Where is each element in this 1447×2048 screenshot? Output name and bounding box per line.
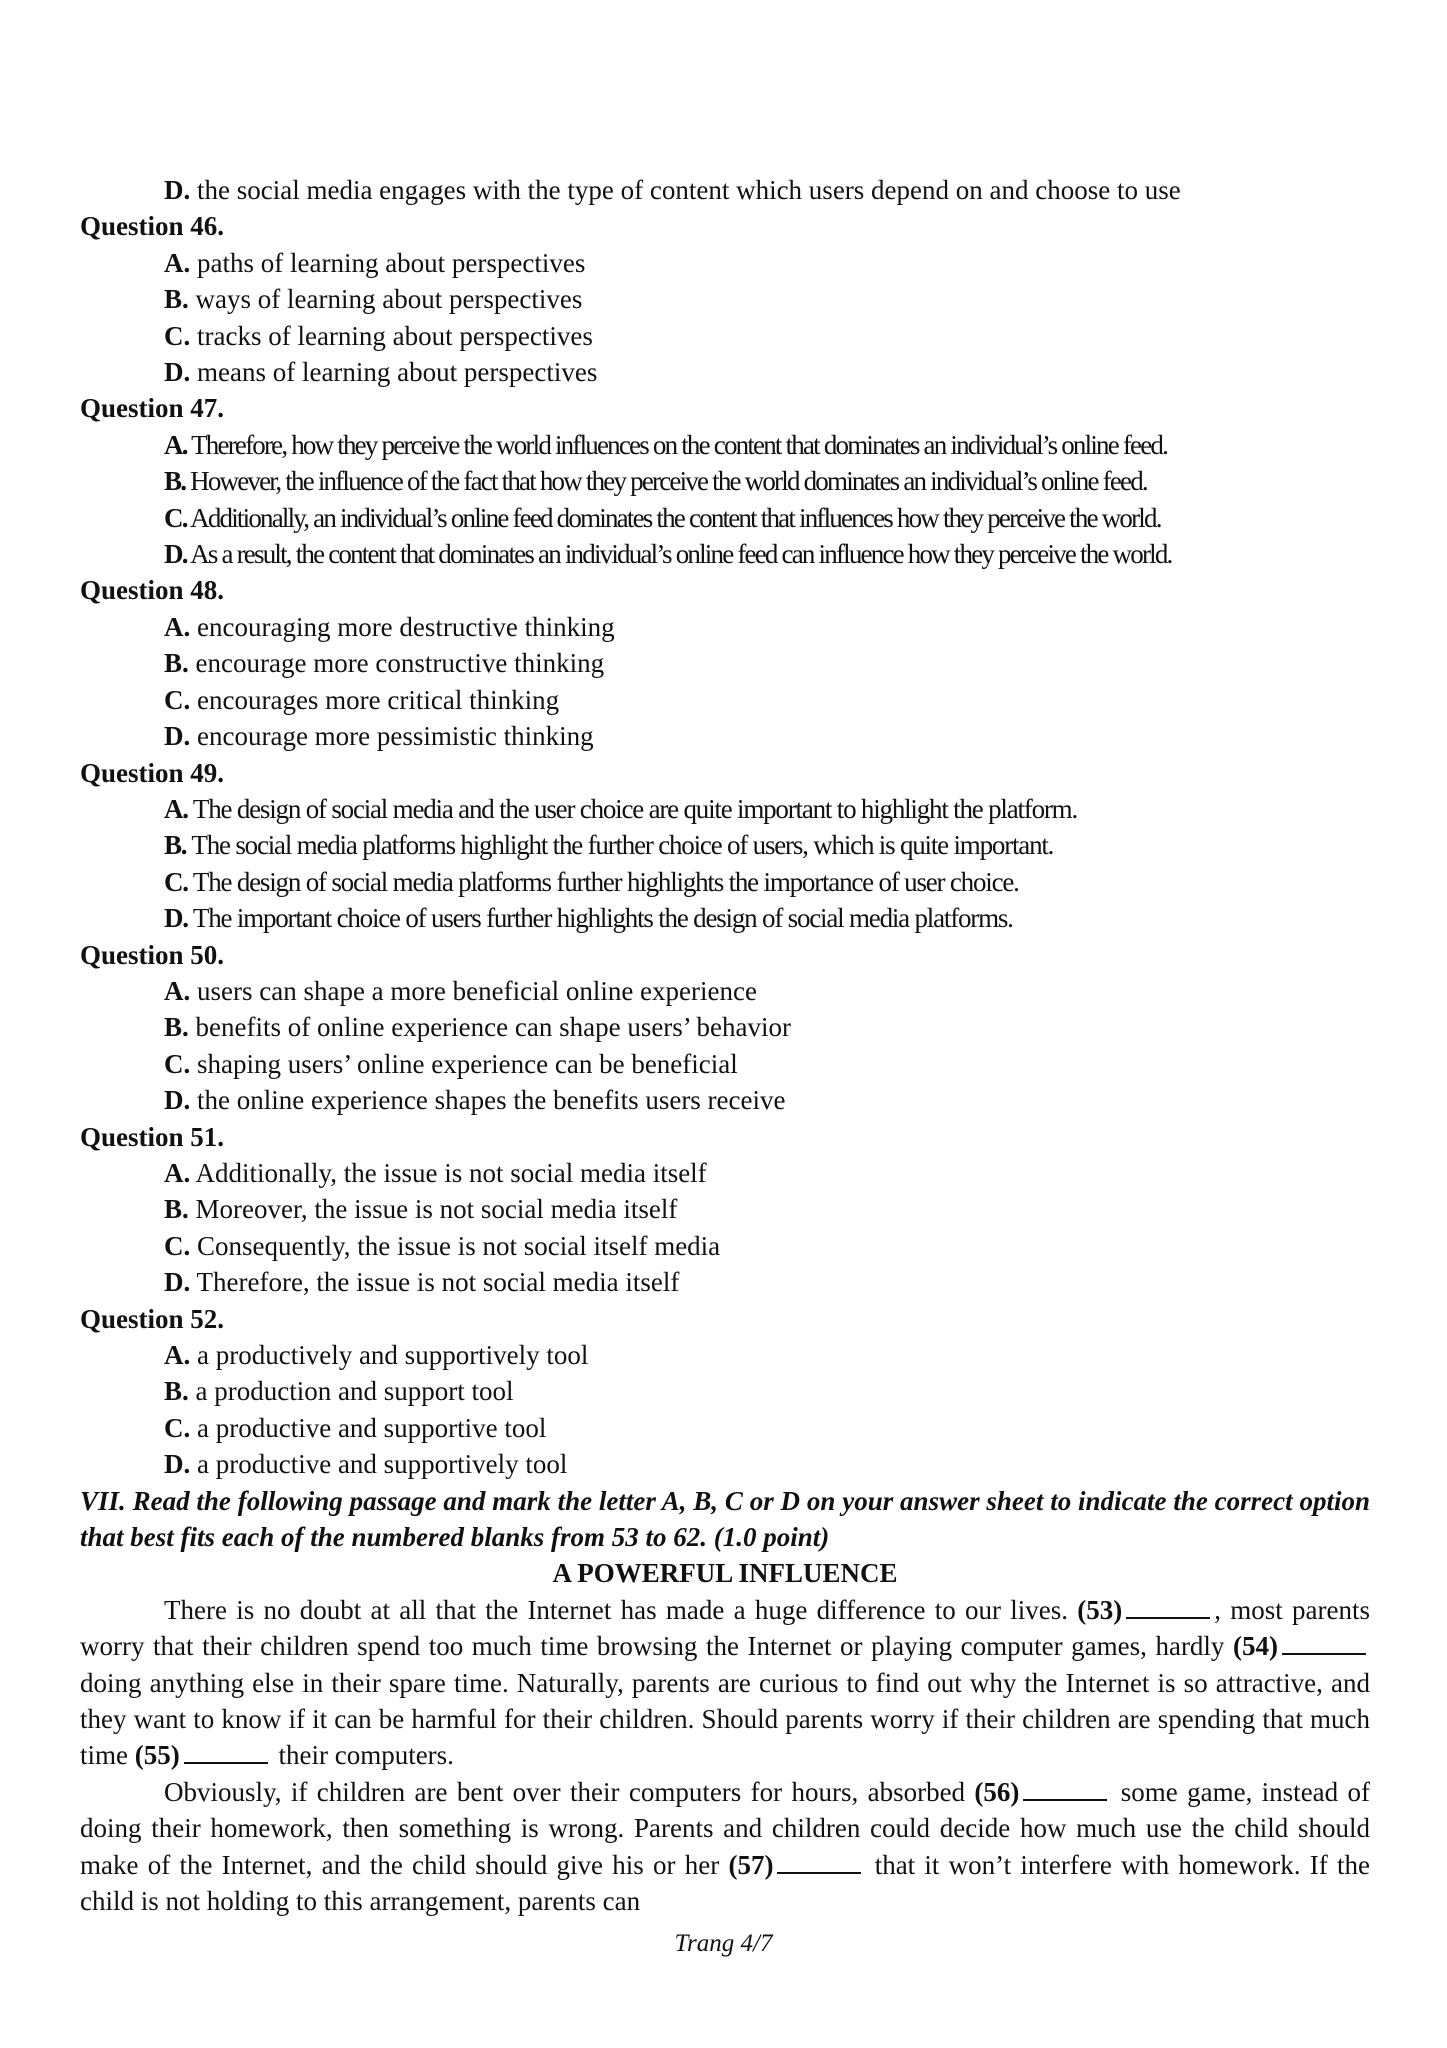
- option-text: Additionally, an individual’s online feed dominates the content that influences how they perceive the world.: [186, 502, 1161, 533]
- option-letter: A.: [164, 1340, 191, 1370]
- option-letter: A.: [164, 975, 191, 1006]
- passage-text: some game, instead of doing their homework, then something is wrong. Parents and children could decide how much use the child should make of the Internet, and the child should give his or her: [80, 1776, 1370, 1880]
- q47-option-d[interactable]: [80, 536, 1370, 572]
- section-heading: VII. Read the following passage and mark the letter A, B, C or D on your answer sheet to indicate the correct option that best fits each of the numbered blanks from 53 to 62. (1.0 point): [80, 1485, 1370, 1553]
- blank-number-55: (55): [134, 1740, 180, 1771]
- option-text: Consequently, the issue is not social itself media: [190, 1230, 721, 1261]
- question-52-title: Question 52.: [80, 1303, 225, 1334]
- q48-option-b[interactable]: [80, 645, 1370, 681]
- option-letter: A.: [164, 1157, 191, 1188]
- blank-57: [777, 1852, 861, 1874]
- option-text: However, the influence of the fact that how they perceive the world dominates an individual’s online feed.: [185, 466, 1147, 497]
- option-letter: B.: [164, 284, 189, 315]
- option-text: Additionally, the issue is not social media itself: [190, 1157, 707, 1188]
- q52-option-a[interactable]: [80, 1337, 1370, 1373]
- question-46-title: Question 46.: [80, 211, 225, 242]
- passage-text: that it won’t interfere with homework. If the child is not holding to this arrangement, parents can: [80, 1849, 1370, 1917]
- option-text: encourages more critical thinking: [190, 684, 560, 715]
- q49-option-b[interactable]: [80, 827, 1370, 863]
- option-letter: C.: [164, 1048, 191, 1079]
- option-letter: B.: [164, 830, 187, 861]
- option-text: a productive and supportively tool: [190, 1449, 568, 1480]
- option-text: The important choice of users further highlights the design of social media platforms.: [187, 903, 1013, 934]
- option-letter: B.: [164, 1194, 189, 1225]
- option-text: ways of learning about perspectives: [188, 284, 583, 315]
- option-text: Moreover, the issue is not social media itself: [188, 1194, 678, 1225]
- q47-option-a[interactable]: [80, 427, 1370, 463]
- option-letter: C.: [164, 684, 191, 715]
- option-text: shaping users’ online experience can be beneficial: [190, 1048, 738, 1079]
- option-text: users can shape a more beneficial online experience: [190, 975, 757, 1006]
- option-text: means of learning about perspectives: [190, 357, 598, 388]
- passage-paragraph-1: [80, 1592, 1370, 1774]
- question-51-title: Question 51.: [80, 1121, 225, 1152]
- option-letter: C.: [164, 1412, 191, 1443]
- option-text: The design of social media and the user choice are quite important to highlight the platform.: [187, 793, 1078, 824]
- question-48-title: Question 48.: [80, 575, 225, 606]
- passage-paragraph-2: [80, 1774, 1370, 1920]
- passage-title: A POWERFUL INFLUENCE: [552, 1558, 898, 1589]
- option-letter: D.: [164, 539, 187, 570]
- blank-number-54: (54): [1233, 1631, 1278, 1662]
- option-text: the social media engages with the type of content which users depend on and choose to use: [190, 175, 1181, 205]
- option-letter: A.: [164, 793, 188, 824]
- question-49-title: Question 49.: [80, 757, 225, 788]
- q49-option-c[interactable]: [80, 864, 1370, 900]
- option-letter: D.: [164, 903, 188, 934]
- option-text: The social media platforms highlight the further choice of users, which is quite important.: [186, 830, 1054, 861]
- q47-option-b[interactable]: [80, 463, 1370, 499]
- q50-option-c[interactable]: [80, 1046, 1370, 1082]
- option-text: the online experience shapes the benefits users receive: [190, 1085, 786, 1116]
- q51-option-a[interactable]: [80, 1155, 1370, 1191]
- option-letter: D.: [164, 175, 191, 205]
- carryover-option-d: [80, 172, 1370, 208]
- question-50-title: Question 50.: [80, 939, 225, 970]
- q51-option-c[interactable]: [80, 1228, 1370, 1264]
- option-letter: A.: [164, 611, 191, 642]
- option-text: benefits of online experience can shape users’ behavior: [188, 1012, 792, 1043]
- option-text: a productively and supportively tool: [190, 1340, 589, 1370]
- q52-option-d[interactable]: [80, 1446, 1370, 1482]
- option-text: a production and support tool: [188, 1376, 514, 1407]
- q46-option-d[interactable]: [80, 354, 1370, 390]
- option-letter: D.: [164, 1085, 191, 1116]
- q50-option-a[interactable]: [80, 973, 1370, 1009]
- q46-option-c[interactable]: [80, 318, 1370, 354]
- passage-text: Obviously, if children are bent over their computers for hours, absorbed: [164, 1776, 975, 1807]
- q52-option-b[interactable]: [80, 1373, 1370, 1409]
- blank-number-56: (56): [974, 1776, 1020, 1807]
- option-letter: D.: [164, 357, 191, 388]
- passage-text: , most parents worry that their children spend too much time browsing the Internet or playing computer games, hardly: [80, 1594, 1371, 1662]
- q48-option-d[interactable]: [80, 718, 1370, 754]
- question-47-title: Question 47.: [80, 393, 225, 424]
- page-number: Trang 4/7: [674, 1930, 773, 1957]
- option-text: encouraging more destructive thinking: [190, 611, 615, 642]
- option-text: Therefore, the issue is not social media itself: [190, 1267, 680, 1298]
- option-text: As a result, the content that dominates an individual’s online feed can influence how they perceive the world.: [186, 539, 1172, 570]
- option-letter: A.: [164, 429, 187, 460]
- q51-option-b[interactable]: [80, 1191, 1370, 1227]
- option-letter: C.: [164, 866, 188, 897]
- q48-option-a[interactable]: [80, 609, 1370, 645]
- q49-option-d[interactable]: [80, 900, 1370, 936]
- blank-number-57: (57): [728, 1849, 774, 1880]
- q48-option-c[interactable]: [80, 682, 1370, 718]
- q47-option-c[interactable]: [80, 500, 1370, 536]
- exam-page: [80, 172, 1370, 1920]
- option-letter: B.: [164, 1376, 189, 1407]
- passage-text: their computers.: [271, 1740, 454, 1771]
- option-text: tracks of learning about perspectives: [190, 320, 593, 351]
- option-text: paths of learning about perspectives: [190, 247, 586, 278]
- option-letter: C.: [164, 1230, 191, 1261]
- q51-option-d[interactable]: [80, 1264, 1370, 1300]
- option-letter: D.: [164, 1267, 191, 1298]
- option-text: Therefore, how they perceive the world influences on the content that dominates an individual’s online feed.: [186, 429, 1168, 460]
- option-letter: C.: [164, 320, 191, 351]
- q46-option-b[interactable]: [80, 281, 1370, 317]
- option-letter: A.: [164, 247, 191, 278]
- blank-56: [1023, 1779, 1107, 1801]
- q52-option-c[interactable]: [80, 1410, 1370, 1446]
- option-text: The design of social media platforms further highlights the importance of user choice.: [187, 866, 1019, 897]
- blank-55: [184, 1742, 268, 1764]
- q46-option-a[interactable]: [80, 245, 1370, 281]
- option-text: encourage more pessimistic thinking: [190, 721, 594, 752]
- option-letter: C.: [164, 502, 187, 533]
- blank-53: [1126, 1597, 1210, 1619]
- option-letter: D.: [164, 1449, 191, 1480]
- q50-option-d[interactable]: [80, 1082, 1370, 1118]
- q50-option-b[interactable]: [80, 1009, 1370, 1045]
- blank-54: [1282, 1633, 1366, 1655]
- option-letter: D.: [164, 721, 191, 752]
- passage-text: There is no doubt at all that the Internet has made a huge difference to our lives.: [164, 1594, 1078, 1625]
- option-text: encourage more constructive thinking: [188, 648, 605, 679]
- option-text: a productive and supportive tool: [190, 1412, 547, 1443]
- q49-option-a[interactable]: [80, 791, 1370, 827]
- option-letter: B.: [164, 466, 186, 497]
- option-letter: B.: [164, 648, 189, 679]
- passage-text: doing anything else in their spare time. Naturally, parents are curious to find out why the Internet is so attractive, and they want to know if it can be harmful for their children. Should parents worry if their children are spending that much time: [80, 1667, 1370, 1771]
- blank-number-53: (53): [1077, 1594, 1123, 1625]
- option-letter: B.: [164, 1012, 189, 1043]
